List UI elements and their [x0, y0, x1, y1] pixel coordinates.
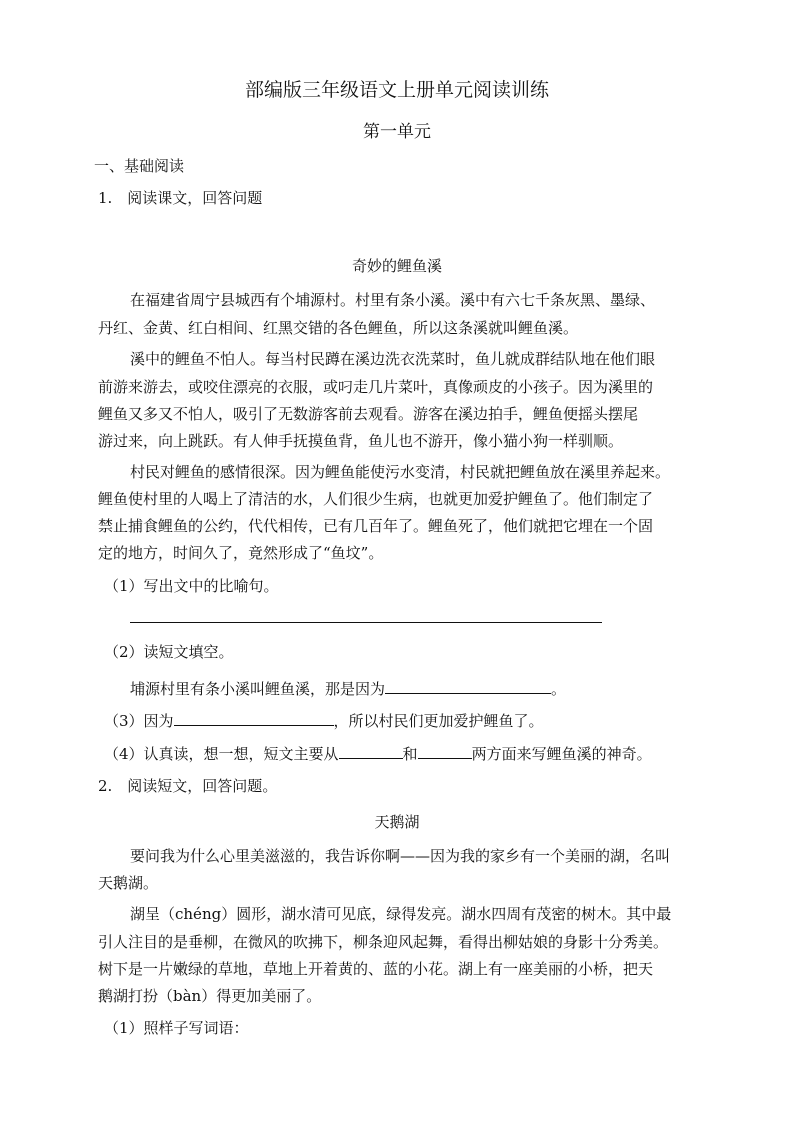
story1-line: 丹红、金黄、红白相间、红黑交错的各色鲤鱼，所以这条溪就叫鲤鱼溪。: [98, 319, 579, 337]
answer-blank[interactable]: [385, 678, 551, 694]
answer-blank[interactable]: [174, 710, 334, 726]
answer-blank[interactable]: [418, 743, 472, 759]
story1-line: 鲤鱼又多又不怕人，吸引了无数游客前去观看。游客在溪边拍手，鲤鱼便摇头摆尾: [98, 405, 639, 423]
question-1-part-2-sentence: [130, 678, 566, 699]
story1-line: 定的地方，时间久了，竟然形成了“鱼坟”。: [98, 544, 384, 562]
fill-text: 两方面来写鲤鱼溪的神奇。: [471, 745, 652, 763]
question-1-part-2: （2）读短文填空。: [104, 643, 234, 661]
story2-line: 引人注目的是垂柳，在微风的吹拂下，柳条迎风起舞，看得出柳姑娘的身影十分秀美。: [98, 933, 669, 951]
story1-line: 溪中的鲤鱼不怕人。每当村民蹲在溪边洗衣洗菜时，鱼儿就成群结队地在他们眼: [130, 350, 656, 368]
story1-line: 游过来，向上跳跃。有人伸手抚摸鱼背，鱼儿也不游开，像小猫小狗一样驯顺。: [98, 432, 624, 450]
story1-line: 村民对鲤鱼的感情很深。因为鲤鱼能使污水变清，村民就把鲤鱼放在溪里养起来。: [130, 463, 671, 481]
story2-title: 天鹅湖: [374, 813, 420, 831]
answer-blank[interactable]: [339, 743, 403, 759]
fill-text: 。: [551, 680, 567, 698]
story1-line: 前游来游去，或咬住漂亮的衣服，或叼走几片菜叶，真像顽皮的小孩子。因为溪里的: [98, 378, 654, 396]
story2-line: 鹅湖打扮（bàn）得更加美丽了。: [98, 987, 322, 1005]
answer-line[interactable]: [130, 622, 602, 623]
fill-text: （4）认真读，想一想，短文主要从: [104, 745, 339, 763]
fill-text: 埔源村里有条小溪叫鲤鱼溪，那是因为: [130, 680, 386, 698]
question-1-part-1: （1）写出文中的比喻句。: [104, 577, 279, 595]
story1-line: 在福建省周宁县城西有个埔源村。村里有条小溪。溪中有六七千条灰黑、墨绿、: [130, 291, 656, 309]
story1-title: 奇妙的鲤鱼溪: [351, 257, 442, 275]
story1-line: 鲤鱼使村里的人喝上了清洁的水，人们很少生病，也就更加爱护鲤鱼了。他们制定了: [98, 490, 654, 508]
fill-text: 和: [402, 745, 418, 763]
unit-heading: 第一单元: [363, 122, 431, 142]
document-title: 部编版三年级语文上册单元阅读训练: [244, 79, 549, 101]
story2-line: 天鹅湖。: [98, 874, 159, 892]
story2-line: 树下是一片嫩绿的草地，草地上开着黄的、蓝的小花。湖上有一座美丽的小桥，把天: [98, 960, 654, 978]
fill-text: ，所以村民们更加爱护鲤鱼了。: [333, 712, 544, 730]
question-2-part-1: （1）照样子写词语：: [104, 1019, 249, 1037]
story2-line: 湖呈（chéng）圆形，湖水清可见底，绿得发亮。湖水四周有茂密的树木。其中最: [130, 905, 672, 923]
question-2-heading: 2. 阅读短文，回答问题。: [98, 777, 278, 795]
question-1-heading: 1. 阅读课文，回答问题: [98, 189, 263, 207]
story1-line: 禁止捕食鲤鱼的公约，代代相传，已有几百年了。鲤鱼死了，他们就把它埋在一个固: [98, 517, 654, 535]
story2-line: 要问我为什么心里美滋滋的，我告诉你啊——因为我的家乡有一个美丽的湖，名叫: [130, 847, 671, 865]
question-1-part-3: [104, 710, 544, 731]
question-1-part-4: [104, 743, 652, 764]
section-heading: 一、基础阅读: [94, 157, 185, 175]
fill-text: （3）因为: [104, 712, 174, 730]
